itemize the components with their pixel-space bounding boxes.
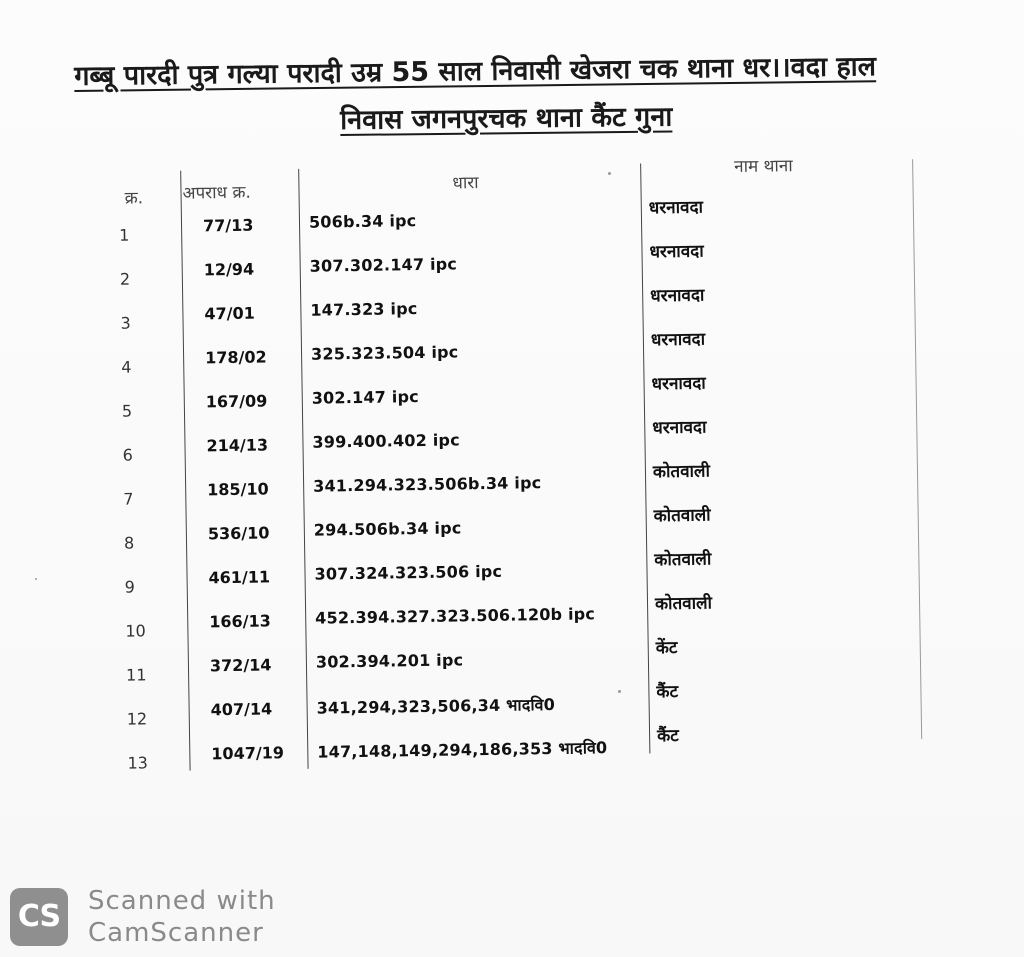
- row-section: 307.302.147 ipc: [309, 254, 458, 276]
- table-row: [109, 727, 930, 780]
- row-station: धरनावदा: [652, 417, 707, 439]
- scan-speck: [618, 690, 621, 693]
- row-station: कैंट: [656, 725, 679, 747]
- row-station: धरनावदा: [650, 329, 706, 351]
- row-station: कोतवाली: [654, 593, 713, 615]
- row-case-number: 372/14: [209, 655, 272, 676]
- row-case-number: 1047/19: [211, 743, 285, 764]
- row-case-number: 407/14: [210, 699, 273, 720]
- row-serial: 12: [126, 709, 148, 729]
- case-table: [100, 147, 930, 780]
- row-station: धरनावदा: [648, 197, 704, 219]
- row-case-number: 12/94: [203, 259, 255, 280]
- row-serial: 9: [124, 577, 136, 597]
- row-serial: 3: [120, 313, 131, 333]
- row-case-number: 166/13: [209, 611, 271, 632]
- row-section: 147.323 ipc: [310, 299, 418, 320]
- row-case-number: 214/13: [206, 435, 269, 456]
- row-case-number: 461/11: [208, 567, 271, 588]
- row-section: 341.294.323.506b.34 ipc: [313, 473, 542, 496]
- row-serial: 7: [123, 489, 134, 509]
- row-station: धरनावदा: [651, 373, 706, 395]
- row-serial: 11: [125, 665, 147, 685]
- row-serial: 2: [119, 269, 131, 289]
- header-station: नाम थाना: [734, 156, 793, 178]
- row-station: केंट: [655, 637, 678, 659]
- row-section: 325.323.504 ipc: [310, 342, 459, 364]
- row-section: 294.506b.34 ipc: [313, 518, 462, 540]
- row-serial: 6: [122, 445, 133, 465]
- watermark-line-1: Scanned with: [88, 886, 276, 916]
- row-serial: 1: [119, 225, 130, 245]
- row-case-number: 167/09: [205, 391, 268, 412]
- row-serial: 10: [125, 621, 146, 641]
- row-section: 302.147 ipc: [311, 387, 419, 408]
- row-serial: 13: [127, 753, 148, 773]
- row-station: धरनावदा: [649, 241, 704, 263]
- row-section: 452.394.327.323.506.120b ipc: [315, 604, 596, 628]
- row-section: 147,148,149,294,186,353 भादवि0: [317, 738, 608, 762]
- row-case-number: 536/10: [207, 523, 270, 544]
- row-section: 302.394.201 ipc: [315, 650, 464, 672]
- camscanner-watermark: [10, 884, 280, 954]
- row-section: 307.324.323.506 ipc: [314, 561, 503, 584]
- header-section: धारा: [452, 173, 479, 194]
- row-case-number: 178/02: [204, 347, 267, 368]
- row-serial: 4: [121, 357, 132, 377]
- header-case-no: अपराध क्र.: [182, 182, 252, 204]
- camscanner-logo-icon: CS: [10, 888, 68, 946]
- row-case-number: 77/13: [202, 215, 254, 236]
- row-station: धरनावदा: [650, 285, 705, 307]
- row-section: 399.400.402 ipc: [312, 430, 460, 452]
- scan-speck: [35, 578, 37, 580]
- row-station: कोतवाली: [653, 505, 711, 527]
- heading-line-2: निवास जगनपुरचक थाना कैंट गुना: [340, 101, 673, 136]
- row-case-number: 185/10: [207, 479, 269, 500]
- watermark-line-2: CamScanner: [88, 918, 264, 948]
- row-station: कैंट: [656, 681, 679, 703]
- row-serial: 5: [121, 401, 133, 421]
- row-case-number: 47/01: [204, 303, 255, 324]
- row-serial: 8: [123, 533, 135, 553]
- row-station: कोतवाली: [652, 461, 711, 483]
- row-section: 341,294,323,506,34 भादवि0: [316, 694, 556, 718]
- header-serial: क्र.: [124, 188, 144, 209]
- row-station: कोतवाली: [654, 549, 712, 571]
- scan-speck: [608, 172, 611, 175]
- row-section: 506b.34 ipc: [308, 211, 417, 232]
- heading-line-1: गब्बू पारदी पुत्र गल्या परादी उम्र 55 साल निवासी खेजरा चक थाना धर।।वदा हाल: [74, 51, 877, 92]
